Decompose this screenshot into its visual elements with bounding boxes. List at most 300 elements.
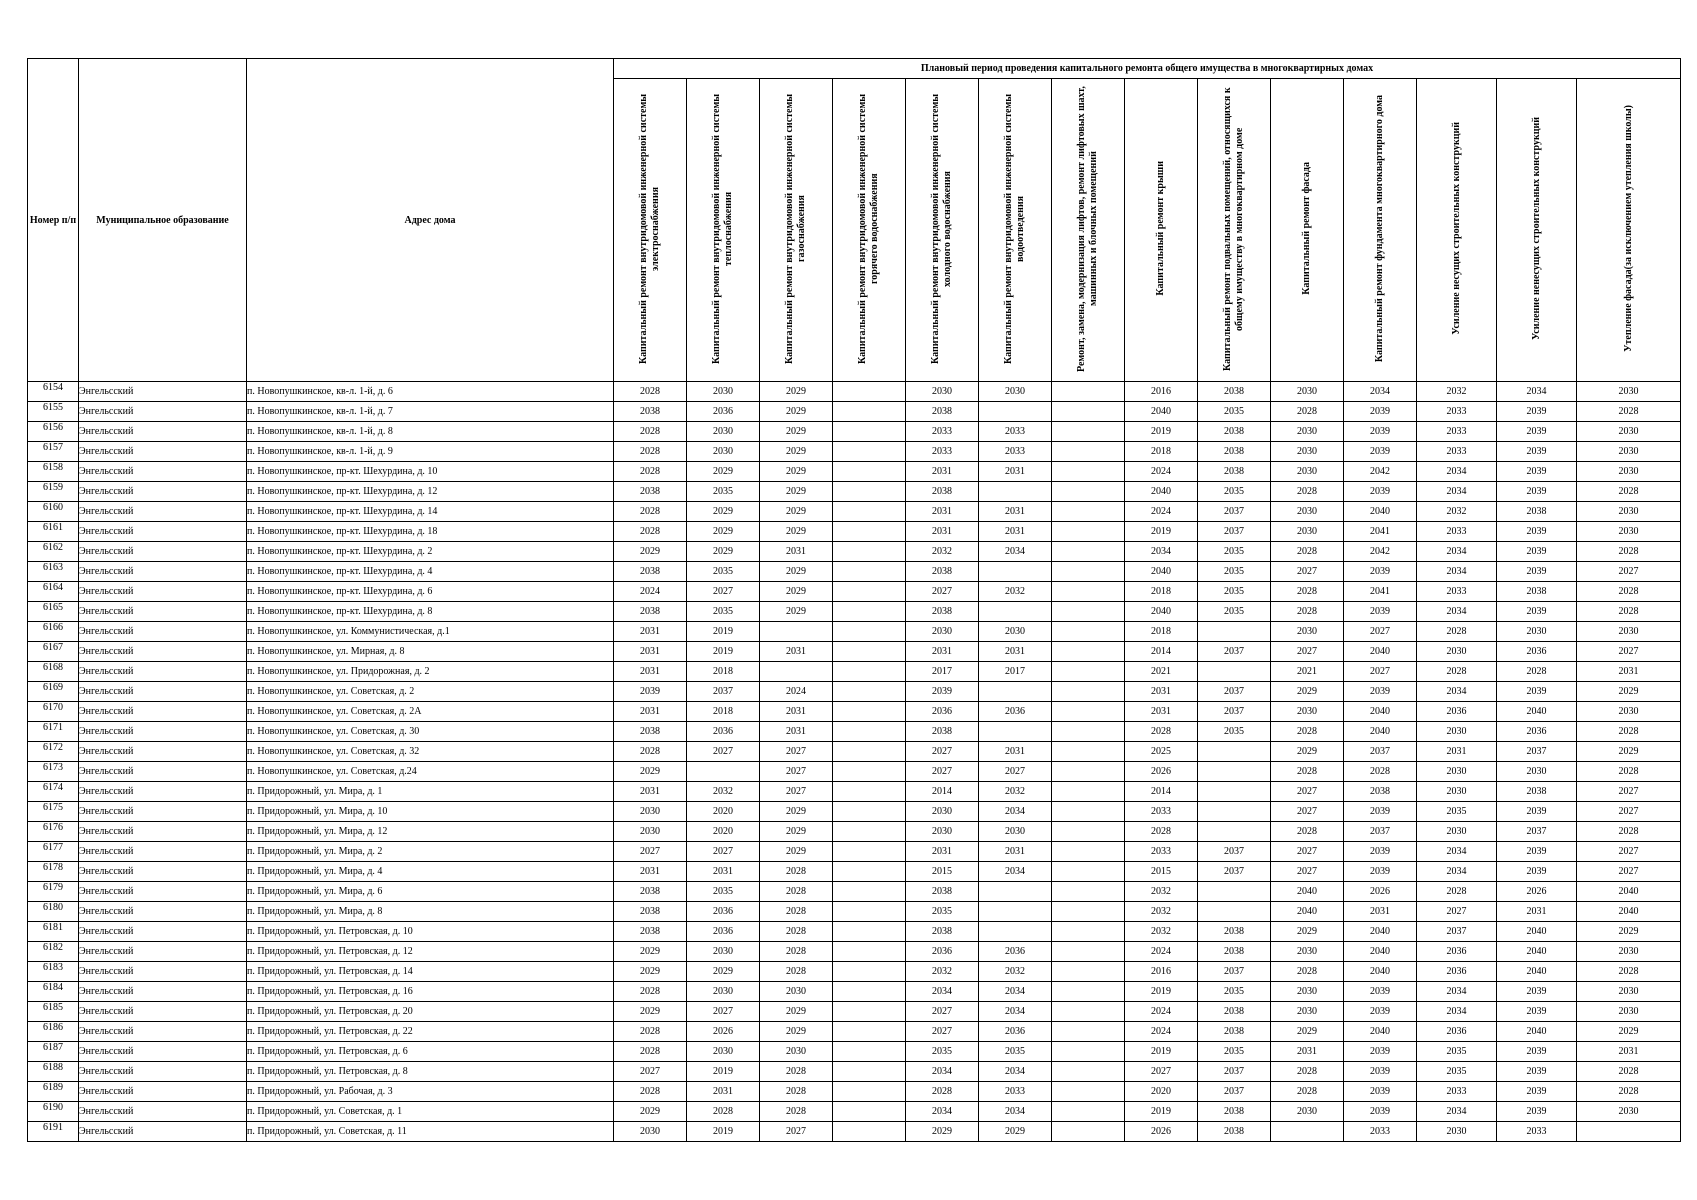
table-row <box>28 1042 1681 1062</box>
municipality-cell: Энгельсский <box>79 902 247 922</box>
year-cell: 2030 <box>1271 1102 1344 1122</box>
year-cell: 2032 <box>979 582 1052 602</box>
year-cell: 2031 <box>614 862 687 882</box>
year-cell: 2037 <box>1198 862 1271 882</box>
year-cell: 2029 <box>760 822 833 842</box>
table-row <box>28 1122 1681 1142</box>
year-cell: 2031 <box>979 642 1052 662</box>
year-cell: 2030 <box>906 622 979 642</box>
address-cell: п. Придорожный, ул. Петровская, д. 10 <box>247 922 614 942</box>
year-cell <box>833 862 906 882</box>
year-cell: 2014 <box>906 782 979 802</box>
year-cell: 2020 <box>687 802 760 822</box>
table-row <box>28 782 1681 802</box>
year-cell <box>1052 842 1125 862</box>
year-cell: 2027 <box>760 782 833 802</box>
year-cell: 2036 <box>906 702 979 722</box>
year-cell <box>1052 1062 1125 1082</box>
year-cell: 2035 <box>1417 1062 1497 1082</box>
table-row <box>28 462 1681 482</box>
year-cell: 2038 <box>614 902 687 922</box>
municipality-cell: Энгельсский <box>79 562 247 582</box>
year-cell: 2027 <box>906 582 979 602</box>
year-cell: 2039 <box>1497 522 1577 542</box>
year-cell: 2036 <box>979 1022 1052 1042</box>
year-cell: 2038 <box>1198 442 1271 462</box>
municipality-cell: Энгельсский <box>79 702 247 722</box>
year-cell: 2029 <box>1577 922 1681 942</box>
year-cell: 2028 <box>760 902 833 922</box>
header-work-type <box>1125 79 1198 382</box>
year-cell: 2036 <box>1497 642 1577 662</box>
header-work-type-label: Капитальный ремонт фасада <box>1301 162 1312 295</box>
year-cell: 2038 <box>1497 502 1577 522</box>
year-cell: 2033 <box>1417 442 1497 462</box>
year-cell <box>979 562 1052 582</box>
municipality-cell: Энгельсский <box>79 422 247 442</box>
header-municipality: Муниципальное образование <box>79 59 247 382</box>
year-cell: 2035 <box>906 1042 979 1062</box>
year-cell <box>1198 822 1271 842</box>
year-cell: 2037 <box>1497 822 1577 842</box>
year-cell <box>833 382 906 402</box>
table-row <box>28 422 1681 442</box>
year-cell: 2029 <box>614 942 687 962</box>
year-cell: 2027 <box>1125 1062 1198 1082</box>
year-cell: 2029 <box>979 1122 1052 1142</box>
year-cell <box>1052 642 1125 662</box>
year-cell: 2033 <box>1125 802 1198 822</box>
year-cell: 2040 <box>1344 722 1417 742</box>
year-cell: 2031 <box>687 862 760 882</box>
year-cell: 2040 <box>1344 642 1417 662</box>
year-cell <box>833 902 906 922</box>
year-cell: 2029 <box>760 442 833 462</box>
year-cell: 2019 <box>1125 522 1198 542</box>
year-cell: 2027 <box>1344 662 1417 682</box>
year-cell: 2037 <box>687 682 760 702</box>
row-number: 6187 <box>28 1042 79 1062</box>
header-work-type-label: Капитальный ремонт внутридомовой инженерной системы электроснабжения <box>638 93 661 364</box>
year-cell: 2016 <box>1125 962 1198 982</box>
year-cell: 2027 <box>906 742 979 762</box>
table-row <box>28 1002 1681 1022</box>
year-cell <box>979 922 1052 942</box>
year-cell: 2031 <box>1577 662 1681 682</box>
year-cell: 2030 <box>687 1042 760 1062</box>
year-cell: 2040 <box>1497 922 1577 942</box>
year-cell: 2035 <box>687 602 760 622</box>
year-cell: 2031 <box>1344 902 1417 922</box>
year-cell: 2028 <box>1577 602 1681 622</box>
year-cell: 2028 <box>687 1102 760 1122</box>
table-row <box>28 842 1681 862</box>
year-cell: 2036 <box>1417 702 1497 722</box>
year-cell: 2015 <box>1125 862 1198 882</box>
header-work-type <box>1198 79 1271 382</box>
year-cell: 2038 <box>1497 782 1577 802</box>
year-cell <box>1052 922 1125 942</box>
year-cell: 2029 <box>687 542 760 562</box>
year-cell: 2033 <box>1417 402 1497 422</box>
year-cell <box>1198 742 1271 762</box>
header-work-type-label: Капитальный ремонт внутридомовой инженерной системы водоотведения <box>1003 93 1026 364</box>
year-cell: 2029 <box>1577 1022 1681 1042</box>
year-cell: 2039 <box>1344 402 1417 422</box>
year-cell: 2032 <box>1125 922 1198 942</box>
year-cell <box>979 682 1052 702</box>
year-cell: 2030 <box>1271 462 1344 482</box>
municipality-cell: Энгельсский <box>79 1022 247 1042</box>
year-cell: 2014 <box>1125 642 1198 662</box>
year-cell: 2039 <box>906 682 979 702</box>
year-cell: 2015 <box>906 862 979 882</box>
year-cell: 2024 <box>760 682 833 702</box>
year-cell: 2028 <box>614 502 687 522</box>
year-cell: 2036 <box>687 922 760 942</box>
year-cell: 2038 <box>614 882 687 902</box>
year-cell: 2038 <box>614 722 687 742</box>
year-cell <box>1052 682 1125 702</box>
row-number: 6185 <box>28 1002 79 1022</box>
address-cell: п. Новопушкинское, пр-кт. Шехурдина, д. 12 <box>247 482 614 502</box>
year-cell: 2028 <box>1271 722 1344 742</box>
year-cell: 2039 <box>1344 1062 1417 1082</box>
year-cell: 2033 <box>906 422 979 442</box>
year-cell: 2017 <box>906 662 979 682</box>
row-number: 6180 <box>28 902 79 922</box>
year-cell: 2031 <box>687 1082 760 1102</box>
year-cell: 2034 <box>1417 602 1497 622</box>
year-cell: 2027 <box>1577 842 1681 862</box>
municipality-cell: Энгельсский <box>79 1122 247 1142</box>
year-cell <box>833 982 906 1002</box>
row-number: 6158 <box>28 462 79 482</box>
municipality-cell: Энгельсский <box>79 542 247 562</box>
year-cell: 2024 <box>1125 1002 1198 1022</box>
table-row <box>28 402 1681 422</box>
year-cell: 2027 <box>1577 802 1681 822</box>
header-planned-period: Плановый период проведения капитального ремонта общего имущества в многоквартирных домах <box>614 59 1681 79</box>
year-cell: 2037 <box>1198 502 1271 522</box>
year-cell: 2028 <box>1417 622 1497 642</box>
year-cell <box>1198 882 1271 902</box>
row-number: 6179 <box>28 882 79 902</box>
year-cell: 2028 <box>760 962 833 982</box>
year-cell: 2029 <box>760 1022 833 1042</box>
year-cell: 2039 <box>1497 562 1577 582</box>
year-cell: 2040 <box>1344 1022 1417 1042</box>
table-row <box>28 1022 1681 1042</box>
year-cell: 2033 <box>1417 522 1497 542</box>
table-row <box>28 802 1681 822</box>
year-cell: 2038 <box>906 722 979 742</box>
year-cell: 2039 <box>1497 1082 1577 1102</box>
year-cell: 2027 <box>1271 562 1344 582</box>
year-cell: 2028 <box>614 522 687 542</box>
year-cell <box>1052 1102 1125 1122</box>
row-number: 6176 <box>28 822 79 842</box>
year-cell: 2024 <box>1125 462 1198 482</box>
year-cell: 2036 <box>979 942 1052 962</box>
year-cell: 2027 <box>687 582 760 602</box>
address-cell: п. Придорожный, ул. Мира, д. 10 <box>247 802 614 822</box>
row-number: 6166 <box>28 622 79 642</box>
row-number: 6175 <box>28 802 79 822</box>
year-cell <box>979 902 1052 922</box>
year-cell: 2027 <box>760 742 833 762</box>
address-cell: п. Придорожный, ул. Мира, д. 6 <box>247 882 614 902</box>
year-cell <box>1052 782 1125 802</box>
year-cell: 2040 <box>1577 902 1681 922</box>
table-row <box>28 382 1681 402</box>
year-cell: 2034 <box>1417 482 1497 502</box>
year-cell: 2030 <box>1577 382 1681 402</box>
year-cell: 2034 <box>1417 562 1497 582</box>
year-cell: 2030 <box>1577 1002 1681 1022</box>
year-cell: 2038 <box>1198 1022 1271 1042</box>
year-cell: 2030 <box>979 382 1052 402</box>
year-cell: 2027 <box>906 762 979 782</box>
year-cell: 2033 <box>906 442 979 462</box>
year-cell: 2028 <box>1577 542 1681 562</box>
row-number: 6167 <box>28 642 79 662</box>
year-cell <box>979 402 1052 422</box>
municipality-cell: Энгельсский <box>79 882 247 902</box>
year-cell: 2040 <box>1271 902 1344 922</box>
year-cell: 2038 <box>1198 942 1271 962</box>
year-cell: 2028 <box>1577 482 1681 502</box>
year-cell: 2039 <box>1497 1062 1577 1082</box>
year-cell: 2039 <box>1344 1002 1417 1022</box>
year-cell: 2018 <box>1125 622 1198 642</box>
year-cell: 2028 <box>1125 722 1198 742</box>
year-cell: 2031 <box>760 722 833 742</box>
year-cell: 2030 <box>760 982 833 1002</box>
year-cell: 2039 <box>1344 482 1417 502</box>
year-cell: 2039 <box>1497 862 1577 882</box>
municipality-cell: Энгельсский <box>79 522 247 542</box>
row-number: 6188 <box>28 1062 79 1082</box>
year-cell: 2031 <box>1125 682 1198 702</box>
row-number: 6172 <box>28 742 79 762</box>
year-cell: 2039 <box>1497 542 1577 562</box>
year-cell: 2034 <box>1125 542 1198 562</box>
year-cell: 2030 <box>1577 1102 1681 1122</box>
year-cell: 2030 <box>687 982 760 1002</box>
table-row <box>28 582 1681 602</box>
municipality-cell: Энгельсский <box>79 502 247 522</box>
address-cell: п. Новопушкинское, пр-кт. Шехурдина, д. 14 <box>247 502 614 522</box>
year-cell <box>1052 1122 1125 1142</box>
year-cell: 2028 <box>1497 662 1577 682</box>
year-cell: 2029 <box>906 1122 979 1142</box>
year-cell: 2038 <box>906 922 979 942</box>
row-number: 6177 <box>28 842 79 862</box>
year-cell: 2030 <box>1271 1002 1344 1022</box>
year-cell: 2030 <box>1271 502 1344 522</box>
year-cell: 2038 <box>906 562 979 582</box>
year-cell: 2040 <box>1497 1022 1577 1042</box>
year-cell: 2035 <box>1198 722 1271 742</box>
year-cell <box>1052 1082 1125 1102</box>
row-number: 6170 <box>28 702 79 722</box>
year-cell: 2036 <box>906 942 979 962</box>
year-cell: 2036 <box>687 722 760 742</box>
year-cell: 2028 <box>1271 822 1344 842</box>
year-cell: 2029 <box>614 542 687 562</box>
header-work-type <box>1271 79 1344 382</box>
year-cell: 2021 <box>1125 662 1198 682</box>
row-number: 6164 <box>28 582 79 602</box>
table-row <box>28 542 1681 562</box>
year-cell <box>1052 562 1125 582</box>
year-cell: 2039 <box>1497 442 1577 462</box>
year-cell <box>1052 482 1125 502</box>
municipality-cell: Энгельсский <box>79 942 247 962</box>
header-work-type <box>979 79 1052 382</box>
year-cell: 2036 <box>1417 962 1497 982</box>
address-cell: п. Придорожный, ул. Рабочая, д. 3 <box>247 1082 614 1102</box>
year-cell: 2031 <box>979 842 1052 862</box>
year-cell: 2030 <box>1271 982 1344 1002</box>
year-cell: 2035 <box>1198 562 1271 582</box>
year-cell: 2029 <box>760 802 833 822</box>
year-cell: 2031 <box>1271 1042 1344 1062</box>
year-cell: 2035 <box>979 1042 1052 1062</box>
address-cell: п. Новопушкинское, ул. Советская, д.24 <box>247 762 614 782</box>
year-cell: 2035 <box>687 562 760 582</box>
year-cell: 2029 <box>760 402 833 422</box>
year-cell: 2038 <box>1198 1102 1271 1122</box>
year-cell <box>833 422 906 442</box>
year-cell: 2027 <box>1271 842 1344 862</box>
year-cell: 2033 <box>1417 582 1497 602</box>
year-cell <box>760 662 833 682</box>
address-cell: п. Новопушкинское, ул. Советская, д. 30 <box>247 722 614 742</box>
address-cell: п. Новопушкинское, ул. Советская, д. 2А <box>247 702 614 722</box>
header-address: Адрес дома <box>247 59 614 382</box>
year-cell: 2034 <box>906 982 979 1002</box>
year-cell <box>1052 382 1125 402</box>
year-cell: 2030 <box>1577 982 1681 1002</box>
table-row <box>28 702 1681 722</box>
address-cell: п. Новопушкинское, пр-кт. Шехурдина, д. 10 <box>247 462 614 482</box>
municipality-cell: Энгельсский <box>79 382 247 402</box>
year-cell <box>1271 1122 1344 1142</box>
table-row <box>28 762 1681 782</box>
year-cell: 2032 <box>906 962 979 982</box>
year-cell: 2038 <box>1198 1122 1271 1142</box>
year-cell: 2030 <box>1497 622 1577 642</box>
year-cell <box>1052 862 1125 882</box>
year-cell <box>1052 762 1125 782</box>
year-cell: 2031 <box>979 742 1052 762</box>
year-cell: 2038 <box>614 482 687 502</box>
table-row <box>28 662 1681 682</box>
year-cell <box>833 602 906 622</box>
year-cell: 2038 <box>1198 422 1271 442</box>
year-cell <box>833 462 906 482</box>
year-cell: 2027 <box>1577 642 1681 662</box>
year-cell: 2024 <box>1125 502 1198 522</box>
year-cell: 2035 <box>1417 1042 1497 1062</box>
row-number: 6173 <box>28 762 79 782</box>
capital-repair-table <box>27 58 1681 1142</box>
year-cell: 2030 <box>1417 722 1497 742</box>
year-cell: 2028 <box>614 982 687 1002</box>
year-cell: 2030 <box>1271 942 1344 962</box>
year-cell <box>1052 742 1125 762</box>
municipality-cell: Энгельсский <box>79 462 247 482</box>
year-cell: 2028 <box>1577 722 1681 742</box>
table-row <box>28 862 1681 882</box>
year-cell: 2028 <box>614 742 687 762</box>
year-cell: 2034 <box>906 1062 979 1082</box>
year-cell: 2030 <box>760 1042 833 1062</box>
header-work-type <box>1344 79 1417 382</box>
year-cell: 2040 <box>1125 402 1198 422</box>
year-cell <box>833 822 906 842</box>
row-number: 6159 <box>28 482 79 502</box>
year-cell: 2039 <box>1344 422 1417 442</box>
year-cell: 2016 <box>1125 382 1198 402</box>
year-cell: 2034 <box>1417 682 1497 702</box>
table-row <box>28 982 1681 1002</box>
year-cell: 2040 <box>1344 502 1417 522</box>
year-cell: 2024 <box>1125 1022 1198 1042</box>
address-cell: п. Придорожный, ул. Советская, д. 11 <box>247 1122 614 1142</box>
year-cell <box>1052 802 1125 822</box>
year-cell: 2030 <box>1417 1122 1497 1142</box>
year-cell: 2030 <box>906 382 979 402</box>
year-cell <box>1052 422 1125 442</box>
year-cell: 2034 <box>979 802 1052 822</box>
year-cell: 2027 <box>760 762 833 782</box>
year-cell: 2029 <box>687 962 760 982</box>
year-cell: 2041 <box>1344 522 1417 542</box>
year-cell: 2039 <box>1497 462 1577 482</box>
year-cell: 2039 <box>1497 482 1577 502</box>
municipality-cell: Энгельсский <box>79 602 247 622</box>
year-cell: 2037 <box>1198 1082 1271 1102</box>
year-cell: 2042 <box>1344 542 1417 562</box>
row-number: 6165 <box>28 602 79 622</box>
year-cell: 2039 <box>1497 422 1577 442</box>
year-cell <box>1052 702 1125 722</box>
year-cell: 2039 <box>614 682 687 702</box>
year-cell <box>833 842 906 862</box>
year-cell: 2028 <box>1577 402 1681 422</box>
year-cell: 2020 <box>1125 1082 1198 1102</box>
year-cell <box>833 742 906 762</box>
year-cell: 2030 <box>906 802 979 822</box>
year-cell: 2039 <box>1344 442 1417 462</box>
address-cell: п. Придорожный, ул. Мира, д. 4 <box>247 862 614 882</box>
year-cell: 2027 <box>1417 902 1497 922</box>
year-cell <box>1052 1022 1125 1042</box>
year-cell: 2028 <box>614 1042 687 1062</box>
year-cell: 2024 <box>614 582 687 602</box>
year-cell: 2028 <box>1344 762 1417 782</box>
year-cell: 2034 <box>1417 1002 1497 1022</box>
year-cell: 2027 <box>1577 862 1681 882</box>
year-cell: 2029 <box>1271 922 1344 942</box>
year-cell <box>979 722 1052 742</box>
municipality-cell: Энгельсский <box>79 822 247 842</box>
year-cell: 2032 <box>687 782 760 802</box>
year-cell: 2027 <box>979 762 1052 782</box>
